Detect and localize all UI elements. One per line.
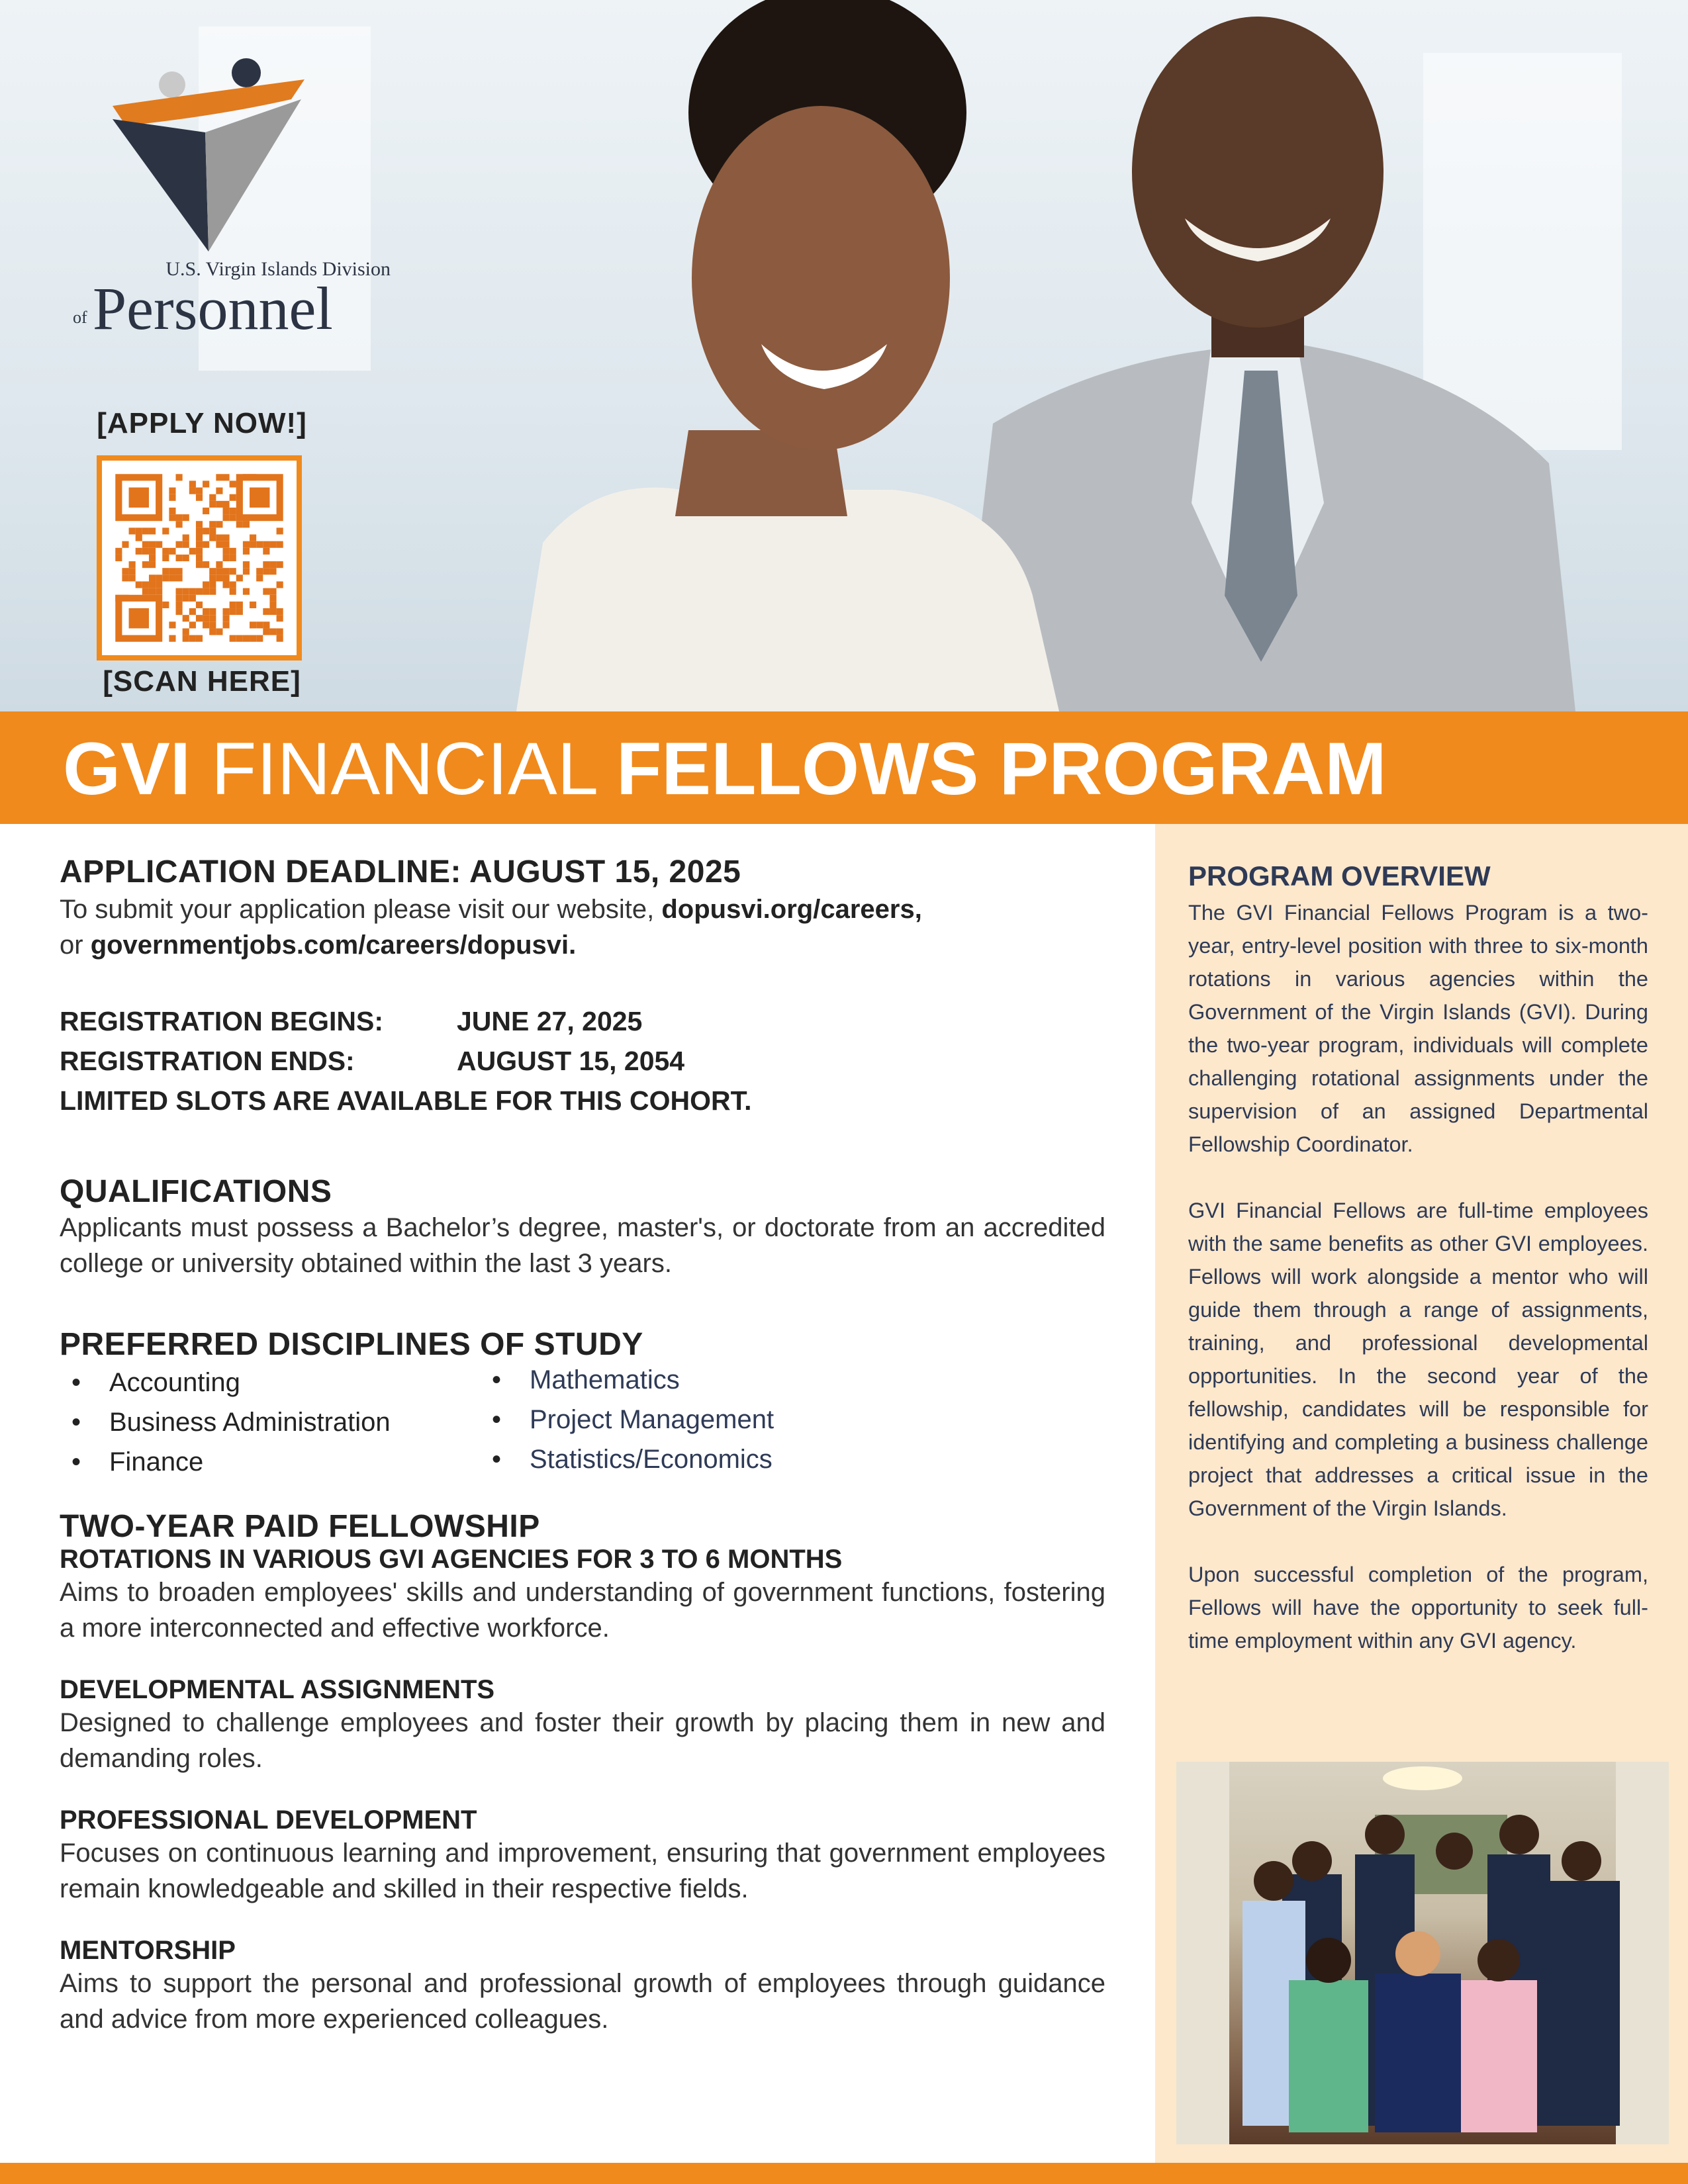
qr-code[interactable] [97,455,302,660]
disciplines-lists [60,1363,1105,1482]
limited-slots: LIMITED SLOTS ARE AVAILABLE FOR THIS COHORT. [60,1085,752,1116]
bottom-strip [0,2163,1688,2184]
main-column [60,854,1105,2037]
title-part-gvi: GVI [63,727,191,810]
group-photo [1176,1762,1669,2144]
fellowship-subheading: ROTATIONS IN VARIOUS GVI AGENCIES FOR 3 TO 6 MONTHS [60,1545,843,1574]
logo-org-small: U.S. Virgin Islands Division [165,258,391,280]
mentorship-heading: MENTORSHIP [60,1936,236,1965]
professional-heading: PROFESSIONAL DEVELOPMENT [60,1805,477,1835]
hero-photo [0,0,1688,711]
title-part-financial: FINANCIAL [190,727,617,810]
qualifications-heading: QUALIFICATIONS [60,1174,332,1209]
group-photo-illustration [1176,1762,1669,2144]
disciplines-list-2 [480,1360,774,1482]
fellowship-heading: TWO-YEAR PAID FELLOWSHIP [60,1509,540,1544]
apply-now-label: [APPLY NOW!] [97,407,307,439]
list-item: • Finance [60,1442,480,1482]
developmental-heading: DEVELOPMENTAL ASSIGNMENTS [60,1675,495,1704]
deadline-text [60,891,1105,963]
deadline-text-pre: To submit your application please visit our website, [60,895,662,924]
dop-logo [73,53,391,342]
disciplines-heading: PREFERRED DISCIPLINES OF STUDY [60,1327,643,1362]
scan-here-label: [SCAN HERE] [103,665,301,698]
overview-heading: PROGRAM OVERVIEW [1188,860,1491,891]
overview-paragraph: GVI Financial Fellows are full-time employees with the same benefits as other GVI employees. Fellows will work alongside a mentor who will guide them through a range of assignments, training, and professional developmental opportunities. In the second year of the fellowship, candidates will be responsible for identifying and completing a business challenge project that addresses a critical issue in the Government of the Virgin Islands. [1188,1199,1648,1520]
professional-text: Focuses on continuous learning and improvement, ensuring that government employees remain knowledgeable and skilled in their respective fields. [60,1839,1105,1903]
registration-ends-label: REGISTRATION ENDS: [60,1046,355,1076]
overview-paragraph: The GVI Financial Fellows Program is a two-year, entry-level position with three to six-month rotations in various agencies within the Government of the Virgin Islands (GVI). During the two-year program, individuals will complete challenging rotational assignments under the supervision of an assigned Departmental Fellowship Coordinator. [1188,901,1648,1156]
disciplines-list-1 [60,1363,480,1482]
title-banner [0,711,1688,824]
list-item: • Mathematics [480,1360,774,1400]
logo-mark-icon [73,53,384,265]
mentorship-text: Aims to support the personal and professional growth of employees through guidance and advice from more experienced colleagues. [60,1969,1105,2034]
logo-org-of: of [73,308,87,327]
deadline-text-or: or [60,931,91,960]
fellowship-text: Aims to broaden employees' skills and understanding of government functions, fostering a more interconnected and effective workforce. [60,1578,1105,1643]
registration-ends [60,1041,1105,1081]
overview-paragraph: Upon successful completion of the program, Fellows will have the opportunity to seek full-time employment within any GVI agency. [1188,1563,1648,1653]
list-item: • Accounting [60,1363,480,1402]
logo-org-big: Personnel [93,275,333,342]
list-item: • Statistics/Economics [480,1439,774,1479]
governmentjobs-link[interactable]: governmentjobs.com/careers/dopusvi. [90,931,577,960]
list-item: • Project Management [480,1400,774,1439]
overview-content [1188,860,1648,1690]
careers-link[interactable]: dopusvi.org/careers, [661,895,922,924]
qr-code-icon [102,461,297,655]
registration-begins-label: REGISTRATION BEGINS: [60,1006,383,1036]
qualifications-text: Applicants must possess a Bachelor’s degree, master's, or doctorate from an accredited college or university obtained within the last 3 years. [60,1213,1105,1278]
registration-begins [60,1001,1105,1041]
title-part-fellows: FELLOWS PROGRAM [616,727,1387,810]
registration-begins-value: JUNE 27, 2025 [457,1006,643,1036]
developmental-text: Designed to challenge employees and foster their growth by placing them in new and demanding roles. [60,1708,1105,1773]
deadline-heading: APPLICATION DEADLINE: AUGUST 15, 2025 [60,854,741,889]
list-item: • Business Administration [60,1402,480,1442]
registration-ends-value: AUGUST 15, 2054 [457,1046,685,1076]
program-title [63,727,1387,810]
